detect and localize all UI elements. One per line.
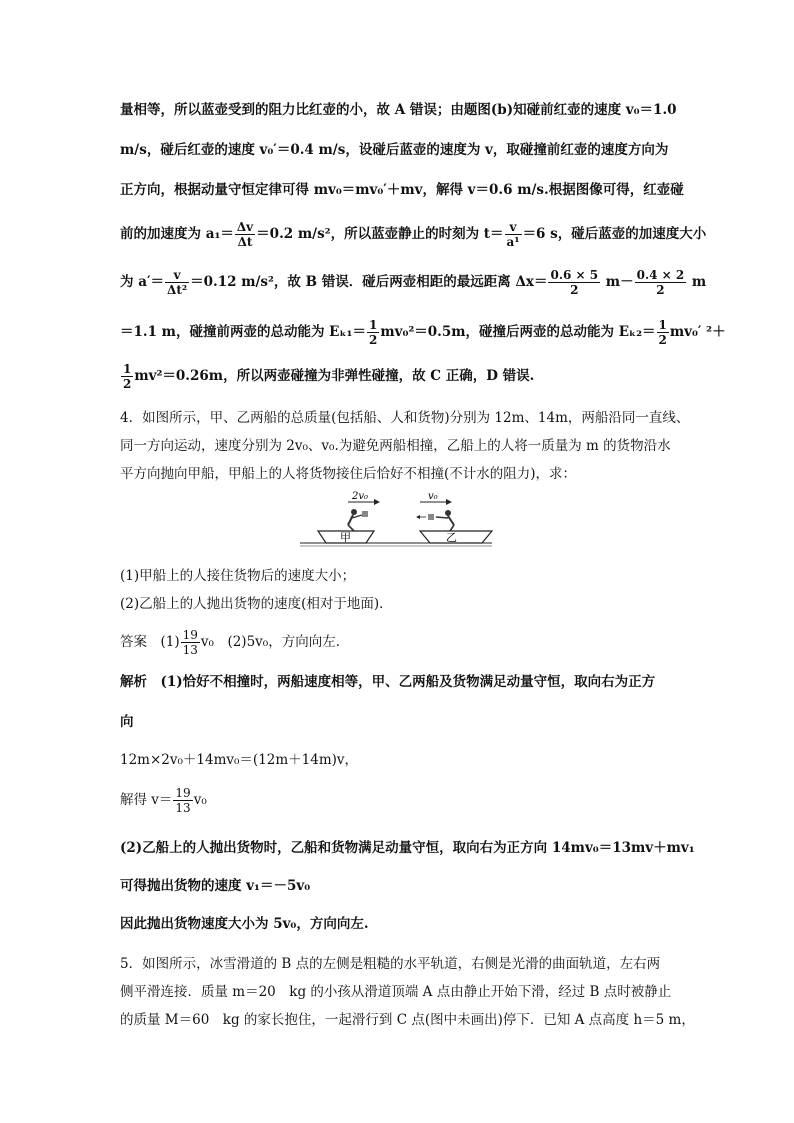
person-head <box>445 510 451 516</box>
denominator: Δt² <box>167 283 188 297</box>
numerator: 1 <box>368 318 378 332</box>
fraction <box>121 362 133 391</box>
denominator: 2 <box>570 283 579 297</box>
question-4-line: 4．如图所示，甲、乙两船的总质量(包括船、人和货物)分别为 12m、14m，两船沿同一直线、 <box>120 410 690 426</box>
denominator: Δt <box>237 235 253 249</box>
text-run: ＝0.2 m/s²，所以蓝壶静止的时刻为 t＝ <box>256 226 504 242</box>
text-line <box>120 268 707 297</box>
fraction <box>181 628 200 657</box>
denominator: a¹ <box>506 235 520 249</box>
analysis-line: 因此抛出货物速度大小为 5v₀，方向向左. <box>120 916 369 932</box>
person-head <box>351 509 357 515</box>
answer-line <box>120 628 680 657</box>
text-run: 答案 (1) <box>120 634 180 650</box>
text-run: m <box>687 274 707 290</box>
numerator: 1 <box>123 362 132 376</box>
text-run: v₀ (2)5v₀，方向向左． <box>200 634 350 650</box>
question-5-line: 5．如图所示，冰雪滑道的 B 点的左侧是粗糙的水平轨道，右侧是光滑的曲面轨道，左右两 <box>120 956 661 972</box>
person-body <box>348 515 353 525</box>
analysis-line: 可得抛出货物的速度 v₁＝－5v₀ <box>120 878 311 894</box>
text-line: 正方向，根据动量守恒定律可得 mv₀＝mv₀′＋mv，解得 v＝0.6 m/s.根据图像可得，红壶碰 <box>120 182 684 198</box>
denominator: 2 <box>368 333 378 347</box>
sub-question: (1)甲船上的人接住货物后的速度大小； <box>120 568 356 584</box>
boat-label: 乙 <box>446 531 457 544</box>
numerator: 0.6 × 5 <box>550 268 599 282</box>
speed-label: 2v₀ <box>352 491 369 502</box>
analysis-line: 解析 (1)恰好不相撞时，两船速度相等，甲、乙两船及货物满足动量守恒，取向右为正方 <box>120 674 656 690</box>
numerator: 1 <box>658 318 667 332</box>
text-run: 解得 v＝ <box>120 792 173 808</box>
text-run: ＝1.1 m，碰撞前两壶的总动能为 Eₖ₁＝ <box>120 324 366 340</box>
text-line: 量相等，所以蓝壶受到的阻力比红壶的小，故 A 错误；由题图(b)知碰前红壶的速度 v₀＝1.0 <box>120 102 677 118</box>
text-line <box>120 220 707 249</box>
numerator: 19 <box>182 628 198 642</box>
equation-line: 12m×2v₀＋14mv₀＝(12m＋14m)v， <box>120 752 359 768</box>
text-run: mv₀²＝0.5m，碰撞后两壶的总动能为 Eₖ₂＝ <box>380 324 656 340</box>
person-body <box>448 516 454 525</box>
question-4-line: 同一方向运动，速度分别为 2v₀、v₀.为避免两船相撞，乙船上的人将一质量为 m 的货物沿水 <box>120 438 671 454</box>
text-run: 前的加速度为 a₁＝ <box>120 226 234 242</box>
sub-question: (2)乙船上的人抛出货物的速度(相对于地面)． <box>120 596 393 612</box>
person-arm <box>436 517 448 518</box>
text-run: ＝0.12 m/s²，故 B 错误．碰后两壶相距的最远距离 Δx＝ <box>190 274 548 290</box>
fraction <box>635 268 687 297</box>
arrow-head <box>374 499 380 505</box>
text-line <box>120 362 680 391</box>
denominator: 13 <box>175 801 191 815</box>
analysis-line: (2)乙船上的人抛出货物时，乙船和货物满足动量守恒，取向右为正方向 14mv₀＝13mv＋mv₁ <box>120 840 695 856</box>
solution-line <box>120 786 680 815</box>
boat-jia <box>318 491 380 544</box>
denominator: 2 <box>123 377 132 391</box>
arrow-head <box>446 499 452 505</box>
boat-label: 甲 <box>340 531 351 544</box>
text-run: m－ <box>601 274 634 290</box>
boat-yi <box>416 491 492 544</box>
analysis-line: 向 <box>120 714 134 730</box>
throw-arrow-head <box>416 515 420 519</box>
text-run: v₀ <box>193 792 207 808</box>
denominator: 2 <box>658 333 667 347</box>
text-line <box>120 318 726 347</box>
fraction <box>235 220 255 249</box>
text-run: ＝6 s，碰后蓝壶的加速度大小 <box>522 226 707 242</box>
fraction <box>657 318 669 347</box>
denominator: 2 <box>656 283 665 297</box>
boats-figure <box>296 487 496 551</box>
question-4-line: 平方向抛向甲船，甲船上的人将货物接住后恰好不相撞(不计水的阻力)，求： <box>120 466 577 482</box>
numerator: 19 <box>175 786 191 800</box>
fraction <box>173 786 192 815</box>
text-run: mv₀′ ²＋ <box>669 324 726 340</box>
numerator: Δv <box>236 220 254 234</box>
speed-label: v₀ <box>428 491 438 502</box>
denominator: 13 <box>182 643 198 657</box>
question-5-line: 侧平滑连接．质量 m＝20 kg 的小孩从滑道顶端 A 点由静止开始下滑，经过 B 点时被静止 <box>120 984 672 1000</box>
fraction <box>505 220 522 249</box>
text-run: 为 a′＝ <box>120 274 165 290</box>
fraction <box>165 268 189 297</box>
cargo <box>362 511 368 517</box>
numerator: 0.4 × 2 <box>636 268 685 282</box>
fraction <box>367 318 379 347</box>
cargo <box>428 514 434 520</box>
numerator: v <box>165 268 189 283</box>
numerator: v <box>505 220 522 235</box>
question-5-line: 的质量 M＝60 kg 的家长抱住，一起滑行到 C 点(图中未画出)停下．已知 A 点高度 h＝5 m， <box>120 1012 695 1028</box>
text-line: m/s，碰后红壶的速度 v₀′＝0.4 m/s，设碰后蓝壶的速度为 v，取碰撞前红壶的速度方向为 <box>120 142 669 158</box>
text-run: mv²＝0.26m，所以两壶碰撞为非弹性碰撞，故 C 正确，D 错误. <box>134 368 535 384</box>
fraction <box>548 268 600 297</box>
